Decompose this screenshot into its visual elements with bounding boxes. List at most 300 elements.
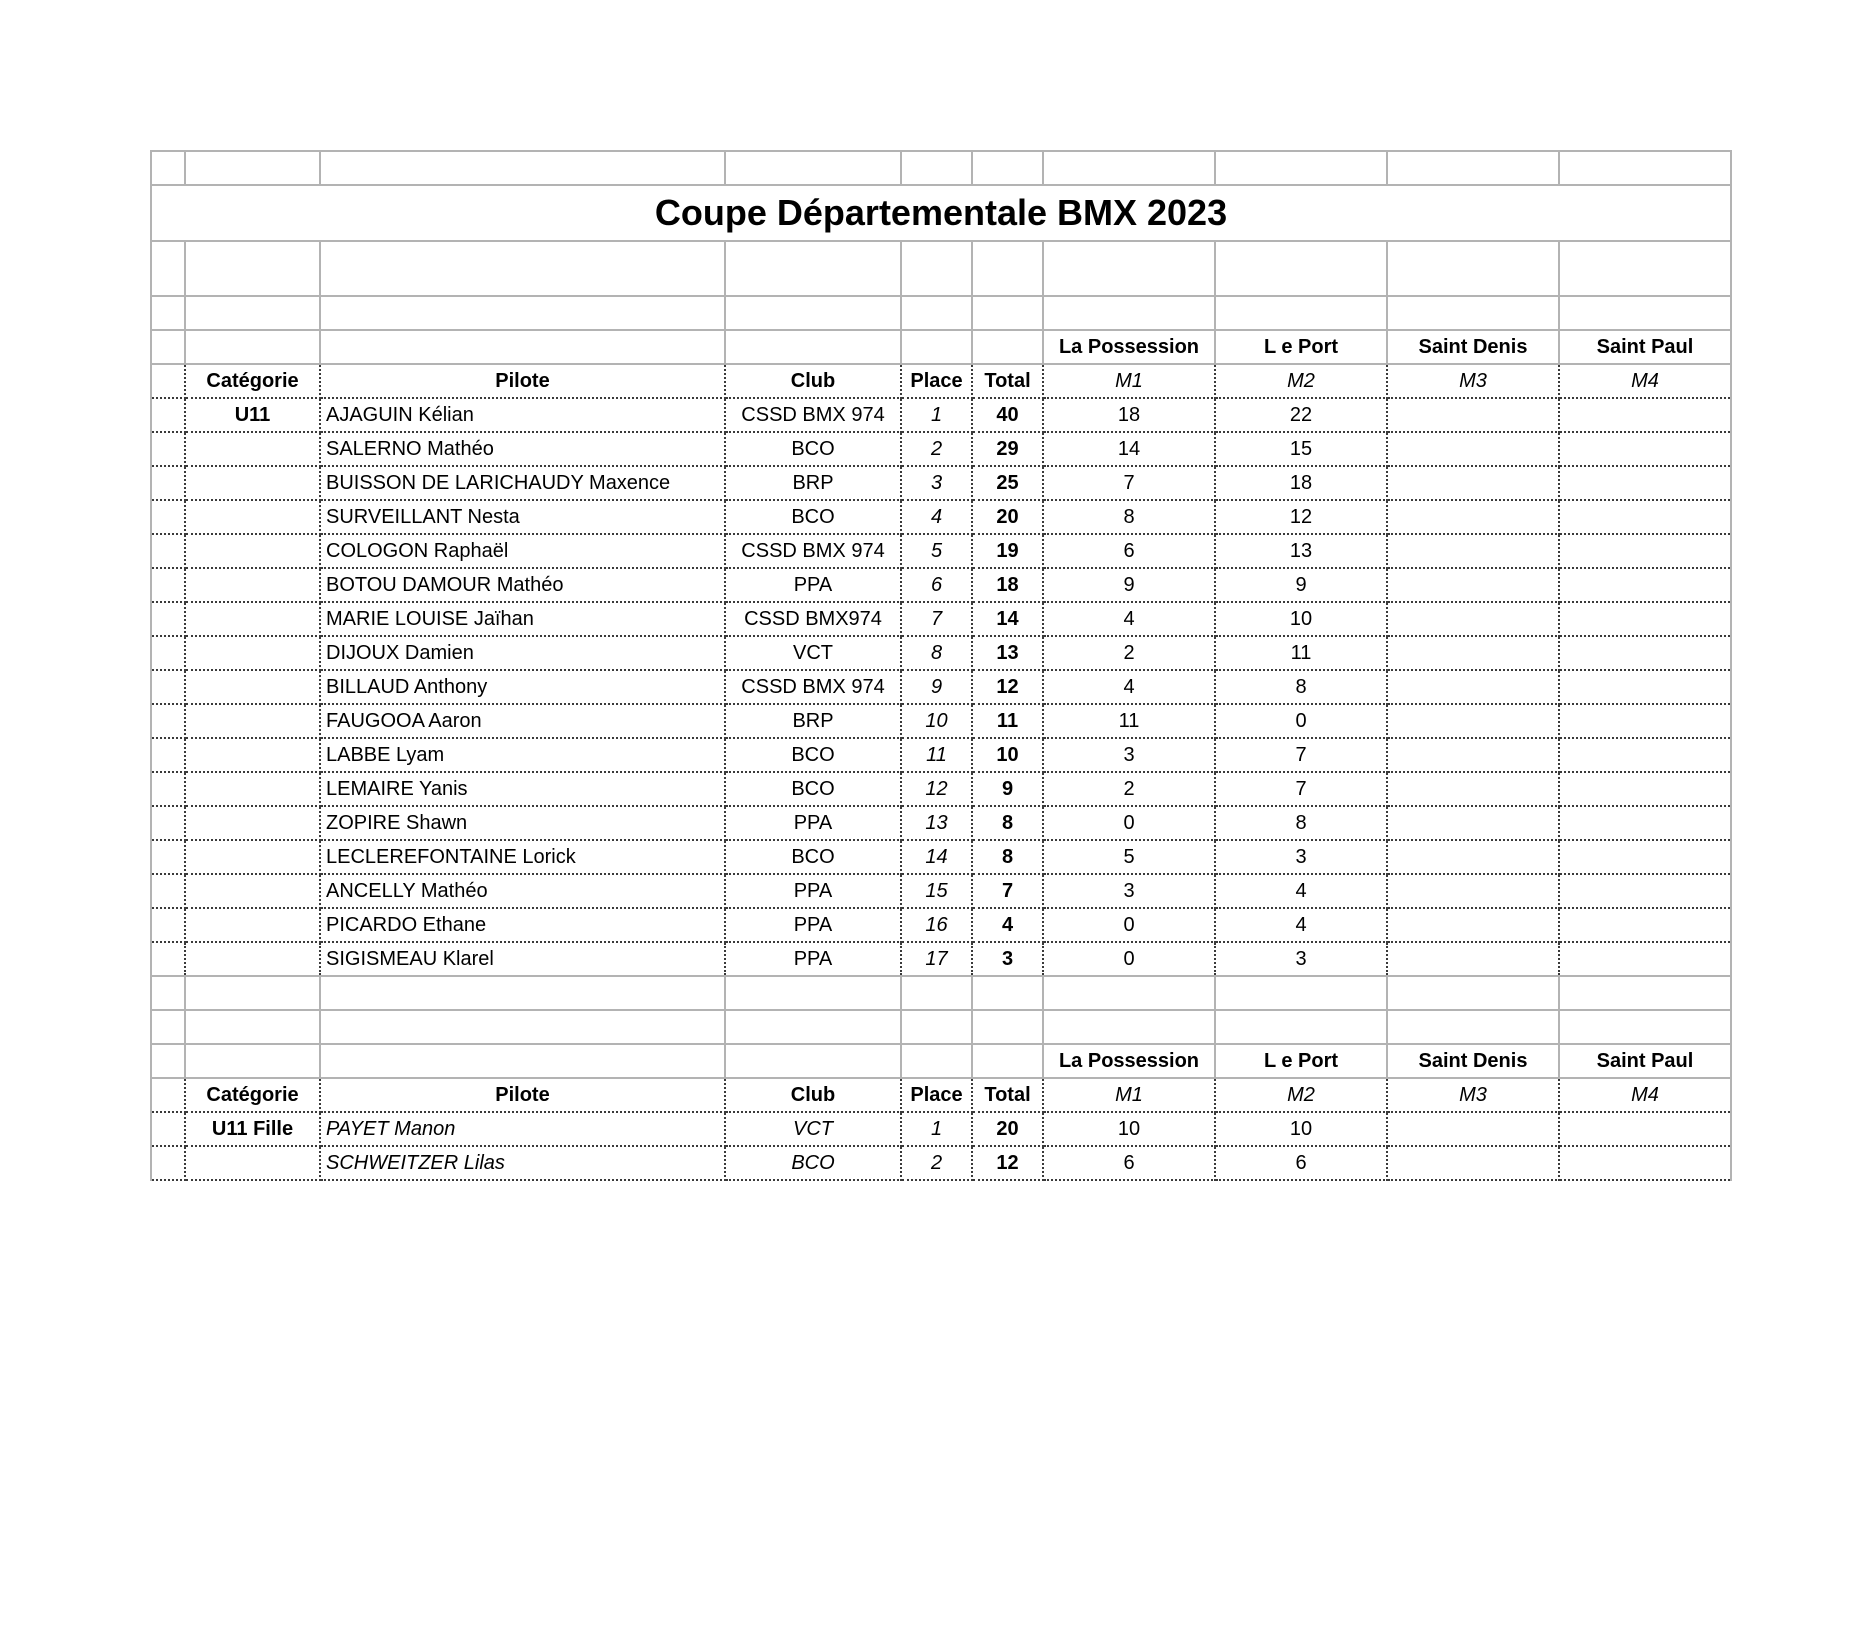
table-row — [151, 432, 1731, 466]
place-value: 2 — [901, 432, 972, 466]
cell — [1043, 241, 1215, 296]
header-place: Place — [901, 364, 972, 398]
m4-value — [1559, 432, 1731, 466]
cell — [320, 976, 725, 1010]
m4-value — [1559, 568, 1731, 602]
total-value: 3 — [972, 942, 1043, 976]
place-value: 4 — [901, 500, 972, 534]
m1-value: 8 — [1043, 500, 1215, 534]
m2-value: 13 — [1215, 534, 1387, 568]
place-value: 16 — [901, 908, 972, 942]
header-club: Club — [725, 1078, 901, 1112]
m2-value: 4 — [1215, 874, 1387, 908]
category-cell — [185, 908, 320, 942]
cell — [151, 1112, 185, 1146]
category-cell — [185, 534, 320, 568]
m4-value — [1559, 1146, 1731, 1180]
table-row — [151, 568, 1731, 602]
cell — [972, 241, 1043, 296]
m1-value: 10 — [1043, 1112, 1215, 1146]
table-row — [151, 772, 1731, 806]
total-value: 12 — [972, 1146, 1043, 1180]
table-row — [151, 398, 1731, 432]
cell — [901, 241, 972, 296]
m1-value: 4 — [1043, 670, 1215, 704]
m3-value — [1387, 466, 1559, 500]
total-value: 19 — [972, 534, 1043, 568]
cell — [185, 1010, 320, 1044]
m3-value — [1387, 432, 1559, 466]
club-name: BCO — [725, 500, 901, 534]
pilot-name: PICARDO Ethane — [320, 908, 725, 942]
page-title: Coupe Départementale BMX 2023 — [151, 185, 1731, 241]
m1-value: 2 — [1043, 636, 1215, 670]
club-name: PPA — [725, 568, 901, 602]
venue-header: La Possession — [1043, 1044, 1215, 1078]
m3-value — [1387, 806, 1559, 840]
m1-value: 9 — [1043, 568, 1215, 602]
category-cell — [185, 636, 320, 670]
pilot-name: FAUGOOA Aaron — [320, 704, 725, 738]
club-name: BRP — [725, 704, 901, 738]
m3-value — [1387, 738, 1559, 772]
total-value: 25 — [972, 466, 1043, 500]
m3-value — [1387, 840, 1559, 874]
place-value: 2 — [901, 1146, 972, 1180]
club-name: CSSD BMX 974 — [725, 398, 901, 432]
cell — [320, 330, 725, 364]
venue-header: Saint Denis — [1387, 1044, 1559, 1078]
club-name: PPA — [725, 942, 901, 976]
pilot-name: SURVEILLANT Nesta — [320, 500, 725, 534]
cell — [972, 1010, 1043, 1044]
cell — [901, 976, 972, 1010]
venue-header: Saint Paul — [1559, 330, 1731, 364]
cell — [151, 296, 185, 330]
total-value: 4 — [972, 908, 1043, 942]
pilot-name: ANCELLY Mathéo — [320, 874, 725, 908]
header-club: Club — [725, 364, 901, 398]
m2-value: 7 — [1215, 738, 1387, 772]
place-value: 12 — [901, 772, 972, 806]
cell — [151, 534, 185, 568]
table-row — [151, 704, 1731, 738]
cell — [1387, 296, 1559, 330]
pilot-name: DIJOUX Damien — [320, 636, 725, 670]
cell — [151, 636, 185, 670]
m2-value: 18 — [1215, 466, 1387, 500]
cell — [320, 1044, 725, 1078]
cell — [151, 432, 185, 466]
category-cell — [185, 1146, 320, 1180]
cell — [1559, 296, 1731, 330]
category-cell — [185, 874, 320, 908]
total-value: 20 — [972, 1112, 1043, 1146]
total-value: 14 — [972, 602, 1043, 636]
table-row — [151, 670, 1731, 704]
category-cell — [185, 738, 320, 772]
table-row — [151, 840, 1731, 874]
category-cell — [185, 500, 320, 534]
cell — [151, 1010, 185, 1044]
cell — [725, 296, 901, 330]
place-value: 9 — [901, 670, 972, 704]
place-value: 15 — [901, 874, 972, 908]
total-value: 29 — [972, 432, 1043, 466]
cell — [1215, 151, 1387, 185]
m1-value: 6 — [1043, 1146, 1215, 1180]
m4-value — [1559, 398, 1731, 432]
pilot-name: LEMAIRE Yanis — [320, 772, 725, 806]
club-name: BCO — [725, 432, 901, 466]
pilot-name: BILLAUD Anthony — [320, 670, 725, 704]
cell — [151, 806, 185, 840]
cell — [151, 908, 185, 942]
m3-value — [1387, 908, 1559, 942]
empty-row — [151, 1010, 1731, 1044]
cell — [185, 241, 320, 296]
cell — [1387, 1010, 1559, 1044]
cell — [1043, 1010, 1215, 1044]
pilot-name: LECLEREFONTAINE Lorick — [320, 840, 725, 874]
header-manche: M4 — [1559, 1078, 1731, 1112]
cell — [320, 151, 725, 185]
m2-value: 8 — [1215, 806, 1387, 840]
column-header-row — [151, 364, 1731, 398]
pilot-name: SALERNO Mathéo — [320, 432, 725, 466]
cell — [725, 976, 901, 1010]
header-total: Total — [972, 1078, 1043, 1112]
total-value: 18 — [972, 568, 1043, 602]
m4-value — [1559, 602, 1731, 636]
cell — [151, 602, 185, 636]
club-name: CSSD BMX 974 — [725, 670, 901, 704]
pilot-name: SCHWEITZER Lilas — [320, 1146, 725, 1180]
header-manche: M3 — [1387, 364, 1559, 398]
cell — [972, 976, 1043, 1010]
place-value: 17 — [901, 942, 972, 976]
table-row — [151, 1112, 1731, 1146]
cell — [1387, 976, 1559, 1010]
pilot-name: AJAGUIN Kélian — [320, 398, 725, 432]
m1-value: 0 — [1043, 942, 1215, 976]
venue-header: Saint Paul — [1559, 1044, 1731, 1078]
pilot-name: SIGISMEAU Klarel — [320, 942, 725, 976]
table-row — [151, 874, 1731, 908]
club-name: BRP — [725, 466, 901, 500]
pilot-name: PAYET Manon — [320, 1112, 725, 1146]
header-category: Catégorie — [185, 1078, 320, 1112]
category-cell — [185, 840, 320, 874]
place-value: 7 — [901, 602, 972, 636]
cell — [1559, 241, 1731, 296]
cell — [972, 151, 1043, 185]
m4-value — [1559, 874, 1731, 908]
m4-value — [1559, 1112, 1731, 1146]
category-cell — [185, 772, 320, 806]
category-cell — [185, 670, 320, 704]
header-pilot: Pilote — [320, 1078, 725, 1112]
header-manche: M2 — [1215, 364, 1387, 398]
venue-header-row — [151, 330, 1731, 364]
cell — [1387, 241, 1559, 296]
m3-value — [1387, 1112, 1559, 1146]
m4-value — [1559, 466, 1731, 500]
m4-value — [1559, 738, 1731, 772]
m4-value — [1559, 840, 1731, 874]
place-value: 10 — [901, 704, 972, 738]
empty-row — [151, 241, 1731, 296]
place-value: 14 — [901, 840, 972, 874]
m4-value — [1559, 500, 1731, 534]
m4-value — [1559, 670, 1731, 704]
cell — [1215, 241, 1387, 296]
cell — [151, 398, 185, 432]
table-row — [151, 908, 1731, 942]
m1-value: 3 — [1043, 738, 1215, 772]
cell — [725, 151, 901, 185]
cell — [151, 500, 185, 534]
m3-value — [1387, 500, 1559, 534]
m2-value: 9 — [1215, 568, 1387, 602]
cell — [972, 330, 1043, 364]
venue-header: Saint Denis — [1387, 330, 1559, 364]
total-value: 9 — [972, 772, 1043, 806]
club-name: CSSD BMX974 — [725, 602, 901, 636]
m2-value: 15 — [1215, 432, 1387, 466]
cell — [151, 330, 185, 364]
club-name: PPA — [725, 874, 901, 908]
m1-value: 18 — [1043, 398, 1215, 432]
header-manche: M2 — [1215, 1078, 1387, 1112]
m3-value — [1387, 568, 1559, 602]
cell — [151, 738, 185, 772]
pilot-name: BUISSON DE LARICHAUDY Maxence — [320, 466, 725, 500]
cell — [1215, 296, 1387, 330]
cell — [185, 296, 320, 330]
m2-value: 3 — [1215, 840, 1387, 874]
m2-value: 12 — [1215, 500, 1387, 534]
cell — [151, 151, 185, 185]
cell — [151, 1044, 185, 1078]
cell — [1043, 151, 1215, 185]
category-cell — [185, 942, 320, 976]
cell — [901, 1010, 972, 1044]
m2-value: 7 — [1215, 772, 1387, 806]
m2-value: 22 — [1215, 398, 1387, 432]
cell — [320, 296, 725, 330]
header-pilot: Pilote — [320, 364, 725, 398]
place-value: 6 — [901, 568, 972, 602]
m2-value: 4 — [1215, 908, 1387, 942]
club-name: VCT — [725, 1112, 901, 1146]
category-cell — [185, 704, 320, 738]
table-row — [151, 466, 1731, 500]
m2-value: 6 — [1215, 1146, 1387, 1180]
empty-row — [151, 151, 1731, 185]
pilot-name: BOTOU DAMOUR Mathéo — [320, 568, 725, 602]
venue-header: La Possession — [1043, 330, 1215, 364]
category-cell — [185, 432, 320, 466]
pilot-name: MARIE LOUISE Jaïhan — [320, 602, 725, 636]
total-value: 12 — [972, 670, 1043, 704]
total-value: 8 — [972, 806, 1043, 840]
standings-sheet — [150, 150, 1732, 1181]
header-manche: M1 — [1043, 364, 1215, 398]
cell — [725, 1044, 901, 1078]
venue-header-row — [151, 1044, 1731, 1078]
cell — [1043, 296, 1215, 330]
table-row — [151, 636, 1731, 670]
m1-value: 11 — [1043, 704, 1215, 738]
m1-value: 14 — [1043, 432, 1215, 466]
total-value: 10 — [972, 738, 1043, 772]
cell — [185, 1044, 320, 1078]
m4-value — [1559, 772, 1731, 806]
cell — [151, 772, 185, 806]
m2-value: 3 — [1215, 942, 1387, 976]
table-row — [151, 1146, 1731, 1180]
venue-header: L e Port — [1215, 330, 1387, 364]
total-value: 7 — [972, 874, 1043, 908]
m1-value: 6 — [1043, 534, 1215, 568]
place-value: 1 — [901, 398, 972, 432]
header-manche: M3 — [1387, 1078, 1559, 1112]
cell — [1559, 151, 1731, 185]
table-row — [151, 534, 1731, 568]
cell — [901, 296, 972, 330]
cell — [151, 670, 185, 704]
empty-row — [151, 976, 1731, 1010]
m3-value — [1387, 636, 1559, 670]
place-value: 13 — [901, 806, 972, 840]
m1-value: 4 — [1043, 602, 1215, 636]
m4-value — [1559, 636, 1731, 670]
m3-value — [1387, 942, 1559, 976]
m3-value — [1387, 1146, 1559, 1180]
club-name: VCT — [725, 636, 901, 670]
cell — [972, 1044, 1043, 1078]
place-value: 3 — [901, 466, 972, 500]
cell — [151, 241, 185, 296]
club-name: PPA — [725, 908, 901, 942]
pilot-name: ZOPIRE Shawn — [320, 806, 725, 840]
m2-value: 11 — [1215, 636, 1387, 670]
m2-value: 10 — [1215, 602, 1387, 636]
cell — [725, 1010, 901, 1044]
m3-value — [1387, 670, 1559, 704]
m1-value: 7 — [1043, 466, 1215, 500]
venue-header: L e Port — [1215, 1044, 1387, 1078]
m2-value: 10 — [1215, 1112, 1387, 1146]
m4-value — [1559, 908, 1731, 942]
total-value: 40 — [972, 398, 1043, 432]
cell — [151, 1078, 185, 1112]
m4-value — [1559, 806, 1731, 840]
header-category: Catégorie — [185, 364, 320, 398]
m1-value: 2 — [1043, 772, 1215, 806]
place-value: 1 — [901, 1112, 972, 1146]
cell — [972, 296, 1043, 330]
cell — [151, 704, 185, 738]
club-name: BCO — [725, 738, 901, 772]
cell — [1559, 976, 1731, 1010]
cell — [151, 976, 185, 1010]
cell — [151, 1146, 185, 1180]
total-value: 8 — [972, 840, 1043, 874]
table-row — [151, 942, 1731, 976]
category-cell: U11 Fille — [185, 1112, 320, 1146]
club-name: PPA — [725, 806, 901, 840]
club-name: CSSD BMX 974 — [725, 534, 901, 568]
club-name: BCO — [725, 1146, 901, 1180]
category-cell — [185, 568, 320, 602]
place-value: 11 — [901, 738, 972, 772]
m2-value: 8 — [1215, 670, 1387, 704]
cell — [901, 330, 972, 364]
m3-value — [1387, 704, 1559, 738]
cell — [1043, 976, 1215, 1010]
cell — [151, 568, 185, 602]
m4-value — [1559, 534, 1731, 568]
cell — [151, 364, 185, 398]
m1-value: 0 — [1043, 806, 1215, 840]
cell — [901, 1044, 972, 1078]
cell — [1387, 151, 1559, 185]
table-row — [151, 738, 1731, 772]
title-row — [151, 185, 1731, 241]
m3-value — [1387, 534, 1559, 568]
cell — [151, 840, 185, 874]
m2-value: 0 — [1215, 704, 1387, 738]
cell — [185, 330, 320, 364]
club-name: BCO — [725, 772, 901, 806]
m3-value — [1387, 874, 1559, 908]
empty-row — [151, 296, 1731, 330]
m4-value — [1559, 704, 1731, 738]
m3-value — [1387, 398, 1559, 432]
cell — [725, 330, 901, 364]
m1-value: 0 — [1043, 908, 1215, 942]
m1-value: 5 — [1043, 840, 1215, 874]
table-row — [151, 602, 1731, 636]
m1-value: 3 — [1043, 874, 1215, 908]
cell — [725, 241, 901, 296]
category-cell: U11 — [185, 398, 320, 432]
club-name: BCO — [725, 840, 901, 874]
cell — [151, 942, 185, 976]
m4-value — [1559, 942, 1731, 976]
m3-value — [1387, 772, 1559, 806]
cell — [151, 874, 185, 908]
table-row — [151, 500, 1731, 534]
header-manche: M4 — [1559, 364, 1731, 398]
header-total: Total — [972, 364, 1043, 398]
total-value: 11 — [972, 704, 1043, 738]
cell — [1559, 1010, 1731, 1044]
category-cell — [185, 806, 320, 840]
pilot-name: COLOGON Raphaël — [320, 534, 725, 568]
cell — [185, 151, 320, 185]
place-value: 8 — [901, 636, 972, 670]
cell — [901, 151, 972, 185]
header-place: Place — [901, 1078, 972, 1112]
cell — [1215, 1010, 1387, 1044]
place-value: 5 — [901, 534, 972, 568]
cell — [320, 241, 725, 296]
total-value: 13 — [972, 636, 1043, 670]
column-header-row — [151, 1078, 1731, 1112]
